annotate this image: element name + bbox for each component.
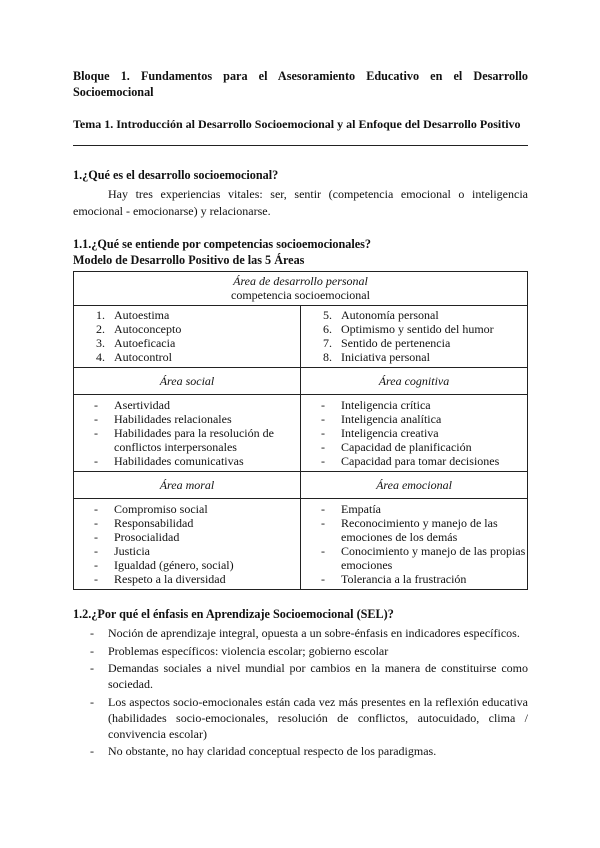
moral-list	[74, 502, 300, 586]
personal-right-list	[301, 308, 527, 364]
list-item-text: Justicia	[114, 544, 150, 558]
list-item	[301, 572, 527, 586]
dash-marker: -	[94, 502, 98, 516]
item-number: 7.	[323, 336, 332, 350]
list-item-text: Tolerancia a la frustración	[341, 572, 467, 586]
dash-marker: -	[321, 412, 325, 426]
item-text: Sentido de pertenencia	[341, 336, 451, 350]
item-number: 3.	[96, 336, 105, 350]
document-page	[73, 68, 528, 761]
list-item	[73, 625, 528, 641]
list-item-text: Reconocimiento y manejo de las emociones de los demás	[341, 516, 498, 544]
item-text: Autoeficacia	[114, 336, 176, 350]
list-item-text: Compromiso social	[114, 502, 208, 516]
list-item	[74, 544, 300, 558]
list-item-text: Empatía	[341, 502, 381, 516]
dash-marker: -	[94, 454, 98, 468]
list-item-text: Noción de aprendizaje integral, opuesta a un sobre-énfasis en indicadores específicos.	[108, 626, 520, 640]
social-area-title: Área social	[74, 368, 301, 395]
moral-area-title: Área moral	[74, 472, 301, 499]
emotional-area-title: Área emocional	[301, 472, 528, 499]
dash-marker: -	[321, 454, 325, 468]
list-item	[74, 558, 300, 572]
section-1-1-heading: 1.1.¿Qué se entiende por competencias socioemocionales?	[73, 237, 371, 251]
list-item	[301, 502, 527, 516]
list-item	[301, 412, 527, 426]
list-item	[301, 440, 527, 454]
personal-left-cell	[74, 306, 301, 368]
numbered-item	[74, 308, 300, 322]
dash-marker: -	[90, 626, 94, 640]
list-item	[74, 502, 300, 516]
list-item-text: Inteligencia creativa	[341, 426, 439, 440]
numbered-item	[301, 350, 527, 364]
list-item-text: Los aspectos socio-emocionales están cada vez más presentes en la reflexión educativa (habilidades socio-emocionales, resolución de conflictos, autocuidado, clima / convivencia escolar)	[108, 694, 528, 741]
list-item	[301, 454, 527, 468]
list-item-text: Prosocialidad	[114, 530, 180, 544]
list-item	[74, 426, 300, 454]
dash-marker: -	[321, 544, 325, 558]
cognitive-list	[301, 398, 527, 468]
block-title: Bloque 1. Fundamentos para el Asesoramiento Educativo en el Desarrollo Socioemocional	[73, 69, 528, 99]
list-item	[301, 398, 527, 412]
dash-marker: -	[94, 530, 98, 544]
section-1-2-heading: 1.2.¿Por qué el énfasis en Aprendizaje Socioemocional (SEL)?	[73, 607, 394, 621]
list-item-text: Habilidades comunicativas	[114, 454, 244, 468]
item-number: 2.	[96, 322, 105, 336]
item-number: 8.	[323, 350, 332, 364]
list-item-text: Habilidades relacionales	[114, 412, 232, 426]
dash-marker: -	[94, 572, 98, 586]
list-item-text: Capacidad para tomar decisiones	[341, 454, 500, 468]
dash-marker: -	[321, 502, 325, 516]
dash-marker: -	[90, 661, 94, 675]
list-item	[74, 530, 300, 544]
personal-area-subtitle: competencia socioemocional	[231, 288, 370, 302]
personal-right-cell	[301, 306, 528, 368]
list-item	[74, 412, 300, 426]
list-item	[74, 454, 300, 468]
list-item-text: Capacidad de planificación	[341, 440, 472, 454]
cognitive-area-title: Área cognitiva	[301, 368, 528, 395]
sel-reasons-list	[73, 625, 528, 759]
dash-marker: -	[321, 398, 325, 412]
dash-marker: -	[321, 572, 325, 586]
cognitive-items-cell	[301, 395, 528, 472]
item-text: Autoestima	[114, 308, 170, 322]
moral-items-cell	[74, 499, 301, 590]
topic-title: Tema 1. Introducción al Desarrollo Socioemocional y al Enfoque del Desarrollo Positivo	[73, 117, 521, 131]
list-item	[74, 572, 300, 586]
dash-marker: -	[94, 426, 98, 440]
dash-marker: -	[321, 426, 325, 440]
list-item	[74, 516, 300, 530]
personal-area-header	[74, 272, 528, 306]
divider	[73, 145, 528, 146]
list-item-text: Problemas específicos: violencia escolar; gobierno escolar	[108, 643, 389, 658]
item-text: Autonomía personal	[341, 308, 439, 322]
list-item-text: Demandas sociales a nivel mundial por cambios en la manera de constituirse como sociedad.	[108, 661, 528, 691]
dash-marker: -	[321, 516, 325, 530]
numbered-item	[301, 322, 527, 336]
item-number: 4.	[96, 350, 105, 364]
item-text: Iniciativa personal	[341, 350, 430, 364]
dash-marker: -	[94, 544, 98, 558]
list-item-text: Asertividad	[114, 398, 170, 412]
dash-marker: -	[94, 398, 98, 412]
model-title: Modelo de Desarrollo Positivo de las 5 Áreas	[73, 253, 305, 267]
list-item	[73, 694, 528, 742]
list-item-text: Inteligencia crítica	[341, 398, 431, 412]
list-item	[73, 660, 528, 692]
social-list	[74, 398, 300, 468]
list-item	[301, 516, 527, 544]
social-items-cell	[74, 395, 301, 472]
section-1-paragraph: Hay tres experiencias vitales: ser, sentir (competencia emocional o inteligencia emocional - emocionarse) y relacionarse.	[73, 187, 528, 218]
list-item	[73, 743, 528, 759]
dash-marker: -	[321, 440, 325, 454]
numbered-item	[301, 336, 527, 350]
dash-marker: -	[90, 694, 94, 709]
list-item-text: No obstante, no hay claridad conceptual respecto de los paradigmas.	[108, 744, 437, 758]
section-1-heading: 1.¿Qué es el desarrollo socioemocional?	[73, 168, 279, 182]
item-text: Autocontrol	[114, 350, 172, 364]
dash-marker: -	[94, 558, 98, 572]
item-number: 5.	[323, 308, 332, 322]
list-item-text: Conocimiento y manejo de las propias emociones	[341, 544, 526, 572]
numbered-item	[301, 308, 527, 322]
list-item	[74, 398, 300, 412]
list-item	[301, 426, 527, 440]
list-item-text: Respeto a la diversidad	[114, 572, 226, 586]
dash-marker: -	[90, 643, 94, 658]
list-item-text: Igualdad (género, social)	[114, 558, 234, 572]
dash-marker: -	[94, 516, 98, 530]
list-item-text: Inteligencia analítica	[341, 412, 442, 426]
personal-area-title: Área de desarrollo personal	[233, 274, 368, 288]
emotional-items-cell	[301, 499, 528, 590]
dash-marker: -	[94, 412, 98, 426]
dash-marker: -	[90, 744, 94, 758]
item-number: 6.	[323, 322, 332, 336]
item-text: Optimismo y sentido del humor	[341, 322, 494, 336]
list-item-text: Habilidades para la resolución de conflictos interpersonales	[114, 426, 274, 454]
numbered-item	[74, 322, 300, 336]
emotional-list	[301, 502, 527, 586]
item-number: 1.	[96, 308, 105, 322]
list-item	[301, 544, 527, 572]
numbered-item	[74, 350, 300, 364]
personal-left-list	[74, 308, 300, 364]
list-item	[73, 643, 528, 659]
list-item-text: Responsabilidad	[114, 516, 194, 530]
item-text: Autoconcepto	[114, 322, 182, 336]
five-areas-table	[73, 271, 528, 590]
numbered-item	[74, 336, 300, 350]
